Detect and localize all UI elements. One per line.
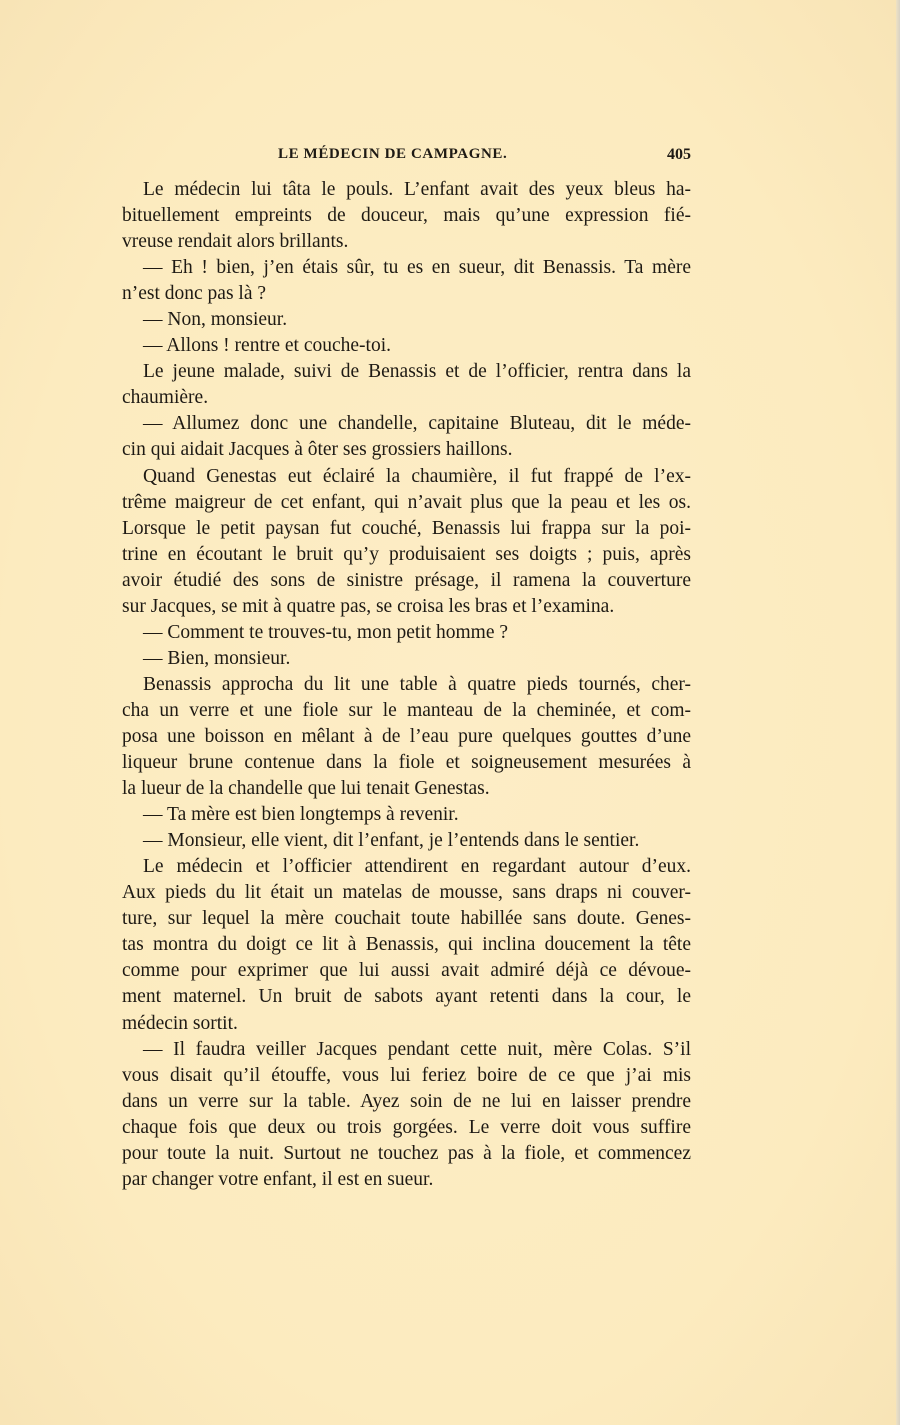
text-line: ture, sur lequel la mère couchait toute habillée sans doute. Genes-: [122, 908, 691, 930]
text-line: pour toute la nuit. Surtout ne touchez pas à la fiole, et commencez: [122, 1142, 691, 1164]
page-edge: [896, 0, 900, 1425]
text-line: — Comment te trouves-tu, mon petit homme ?: [143, 621, 509, 643]
text-line: — Il faudra veiller Jacques pendant cette nuit, mère Colas. S’il: [143, 1038, 691, 1060]
text-line: vreuse rendait alors brillants.: [122, 231, 349, 253]
text-line: — Eh ! bien, j’en étais sûr, tu es en sueur, dit Benassis. Ta mère: [143, 257, 691, 279]
text-line: Le médecin lui tâta le pouls. L’enfant avait des yeux bleus ha-: [143, 179, 691, 200]
text-line: Benassis approcha du lit une table à quatre pieds tournés, cher-: [143, 673, 691, 695]
text-line: Lorsque le petit paysan fut couché, Benassis lui frappa sur la poi-: [122, 517, 691, 539]
text-line: sur Jacques, se mit à quatre pas, se croisa les bras et l’examina.: [122, 595, 615, 617]
text-line: vous disait qu’il étouffe, vous lui feriez boire de ce que j’ai mis: [122, 1064, 691, 1086]
text-line: tas montra du doigt ce lit à Benassis, qui inclina doucement la tête: [122, 934, 691, 956]
text-line: chaumière.: [122, 387, 209, 409]
text-line: posa une boisson en mêlant à de l’eau pure quelques gouttes d’une: [122, 725, 691, 747]
text-line: comme pour exprimer que lui aussi avait admiré déjà ce dévoue-: [122, 960, 691, 982]
text-line: — Monsieur, elle vient, dit l’enfant, je l’entends dans le sentier.: [143, 830, 640, 852]
text-line: Quand Genestas eut éclairé la chaumière, il fut frappé de l’ex-: [143, 465, 691, 487]
running-title: LE MÉDECIN DE CAMPAGNE.: [278, 146, 508, 162]
text-line: médecin sortit.: [122, 1012, 238, 1034]
page-number: 405: [667, 146, 691, 163]
text-line: trême maigreur de cet enfant, qui n’avait plus que la peau et les os.: [122, 491, 691, 513]
text-line: cha un verre et une fiole sur le manteau de la cheminée, et com-: [122, 699, 691, 721]
text-line: avoir étudié des sons de sinistre présage, il ramena la couverture: [122, 569, 691, 591]
running-header: [122, 146, 691, 170]
text-line: — Ta mère est bien longtemps à revenir.: [143, 804, 459, 826]
text-line: — Non, monsieur.: [143, 309, 288, 331]
text-line: bituellement empreints de douceur, mais qu’une expression fié-: [122, 205, 691, 227]
text-line: chaque fois que deux ou trois gorgées. Le verre doit vous suffire: [122, 1116, 691, 1138]
text-line: Le jeune malade, suivi de Benassis et de l’officier, rentra dans la: [143, 361, 691, 383]
text-line: — Allons ! rentre et couche-toi.: [143, 335, 392, 357]
text-line: dans un verre sur la table. Ayez soin de ne lui en laisser prendre: [122, 1090, 691, 1112]
text-line: — Allumez donc une chandelle, capitaine Bluteau, dit le méde-: [143, 413, 691, 435]
text-line: n’est donc pas là ?: [122, 283, 267, 305]
text-line: la lueur de la chandelle que lui tenait Genestas.: [122, 778, 490, 800]
text-line: ment maternel. Un bruit de sabots ayant retenti dans la cour, le: [122, 986, 691, 1008]
text-line: Le médecin et l’officier attendirent en regardant autour d’eux.: [143, 856, 691, 878]
text-line: trine en écoutant le bruit qu’y produisaient ses doigts ; puis, après: [122, 543, 691, 565]
text-line: — Bien, monsieur.: [143, 647, 291, 669]
text-line: liqueur brune contenue dans la fiole et soigneusement mesurées à: [122, 752, 691, 774]
text-line: Aux pieds du lit était un matelas de mousse, sans draps ni couver-: [122, 882, 691, 904]
text-line: cin qui aidait Jacques à ôter ses grossiers haillons.: [122, 439, 513, 461]
text-line: par changer votre enfant, il est en sueur.: [122, 1168, 434, 1190]
body-text: [122, 177, 691, 1193]
